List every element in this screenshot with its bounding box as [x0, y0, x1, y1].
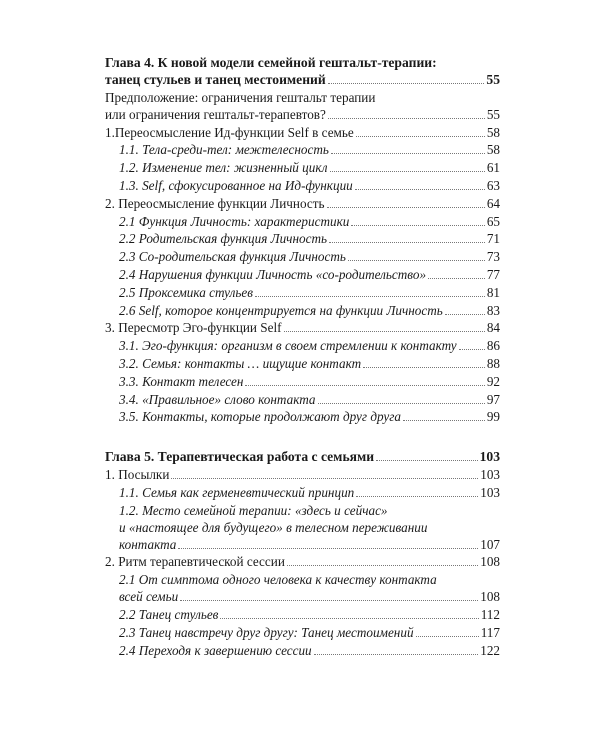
toc-entry-text: 2.4 Переходя к завершению сессии — [119, 642, 312, 658]
toc-entry — [105, 391, 500, 408]
toc-entry-page: 58 — [486, 142, 500, 158]
dot-leader — [428, 278, 485, 279]
toc-entry-text-line: Предположение: ограничения гештальт терапии — [105, 89, 376, 105]
toc-entry-text: 1.1. Тела-среди-тел: межтелесность — [119, 142, 329, 158]
dot-leader — [329, 242, 485, 243]
toc-entry-page: 84 — [486, 320, 500, 336]
toc-entry-page: 77 — [486, 266, 500, 282]
toc-entry-page: 73 — [486, 249, 500, 265]
toc-entry-text-line: и «настоящее для будущего» в телесном переживании — [119, 519, 428, 535]
toc-entry-page: 117 — [480, 624, 500, 640]
toc-entry — [105, 230, 500, 247]
toc-entry-text: 2. Переосмысление функции Личность — [105, 195, 325, 211]
dot-leader — [376, 460, 478, 461]
chapter-4-title-line2: танец стульев и танец местоимений — [105, 72, 326, 87]
toc-entry — [105, 624, 500, 641]
dot-leader — [351, 225, 484, 226]
toc-entry-page: 64 — [486, 195, 500, 211]
toc-entry — [105, 373, 500, 390]
spacer — [105, 426, 500, 448]
toc-entry-text: контакта — [119, 536, 177, 552]
toc-entry-page: 108 — [480, 554, 500, 570]
toc-entry-text: или ограничения гештальт-терапевтов? — [105, 106, 326, 122]
toc-entry — [105, 89, 500, 123]
toc-entry-text: 2. Ритм терапевтической сессии — [105, 554, 285, 570]
dot-leader — [318, 403, 485, 404]
toc-entry-page: 97 — [486, 391, 500, 407]
toc-entry — [105, 606, 500, 623]
toc-entry-page: 103 — [480, 484, 500, 500]
toc-entry-text-line: 1.2. Место семейной терапии: «здесь и сейчас» — [119, 502, 388, 518]
dot-leader — [180, 600, 478, 601]
toc-entry — [105, 213, 500, 230]
toc-entry-page: 81 — [486, 284, 500, 300]
dot-leader — [355, 189, 485, 190]
toc-entry-page: 99 — [486, 409, 500, 425]
toc-entry-text: 2.1 Функция Личность: характеристики — [119, 213, 350, 229]
toc-entry-page: 61 — [486, 160, 500, 176]
toc-entry-text: 3. Пересмотр Эго-функции Self — [105, 320, 282, 336]
dot-leader — [363, 367, 485, 368]
dot-leader — [284, 331, 485, 332]
chapter-4-page: 55 — [486, 72, 500, 87]
toc-entry-text: 3.5. Контакты, которые продолжают друг друга — [119, 409, 402, 425]
dot-leader — [314, 654, 479, 655]
toc-entry-page: 122 — [480, 642, 500, 658]
toc-entry — [105, 355, 500, 372]
toc-entry-text: 1.2. Изменение тел: жизненный цикл — [119, 160, 328, 176]
toc-entry-text: 2.3 Со-родительская функция Личность — [119, 249, 346, 265]
chapter-4-entries — [105, 89, 500, 426]
table-of-contents — [105, 54, 500, 659]
dot-leader — [330, 171, 485, 172]
toc-entry — [105, 642, 500, 659]
toc-entry — [105, 248, 500, 265]
toc-entry — [105, 466, 500, 483]
dot-leader — [356, 136, 485, 137]
toc-entry-text: 1.1. Семья как герменевтический принцип — [119, 484, 355, 500]
toc-entry-text: 1. Посылки — [105, 466, 170, 482]
dot-leader — [328, 83, 485, 84]
toc-entry — [105, 302, 500, 319]
chapter-4-title-line1: Глава 4. К новой модели семейной гештальт-терапии: — [105, 55, 437, 70]
toc-entry — [105, 484, 500, 501]
dot-leader — [287, 565, 478, 566]
toc-entry-page: 63 — [486, 177, 500, 193]
dot-leader — [348, 260, 485, 261]
dot-leader — [416, 636, 479, 637]
toc-entry-page: 107 — [480, 536, 500, 552]
dot-leader — [245, 385, 484, 386]
toc-entry-text: 2.2 Танец стульев — [119, 606, 219, 622]
toc-entry-text: 3.2. Семья: контакты … ищущие контакт — [119, 355, 362, 371]
toc-entry — [105, 177, 500, 194]
toc-entry-page: 88 — [486, 355, 500, 371]
toc-entry — [105, 502, 500, 553]
toc-entry-text-line: 2.1 От симптома одного человека к качеству контакта — [119, 572, 437, 588]
chapter-5-heading — [105, 448, 500, 465]
toc-entry-text: 2.2 Родительская функция Личность — [119, 231, 327, 247]
toc-entry — [105, 266, 500, 283]
chapter-5-entries — [105, 466, 500, 659]
toc-entry — [105, 553, 500, 570]
dot-leader — [459, 349, 485, 350]
toc-entry-text: 2.3 Танец навстречу друг другу: Танец местоимений — [119, 624, 414, 640]
toc-entry-text: 1.3. Self, сфокусированное на Ид-функции — [119, 177, 353, 193]
toc-entry-text: всей семьи — [119, 589, 179, 605]
toc-entry-text: 2.6 Self, которое концентрируется на функции Личность — [119, 302, 443, 318]
toc-entry-text: 3.4. «Правильное» слово контакта — [119, 391, 316, 407]
toc-entry-page: 58 — [486, 124, 500, 140]
toc-entry — [105, 159, 500, 176]
toc-entry-page: 86 — [486, 338, 500, 354]
toc-entry — [105, 124, 500, 141]
toc-entry — [105, 408, 500, 425]
toc-entry-text: 3.3. Контакт телесен — [119, 373, 244, 389]
toc-entry-text: 2.4 Нарушения функции Личность «со-родительство» — [119, 266, 427, 282]
toc-entry-page: 55 — [486, 106, 500, 122]
toc-entry — [105, 141, 500, 158]
toc-entry-page: 108 — [480, 589, 500, 605]
dot-leader — [328, 118, 485, 119]
dot-leader — [178, 548, 478, 549]
dot-leader — [356, 496, 478, 497]
dot-leader — [403, 420, 485, 421]
dot-leader — [255, 296, 485, 297]
toc-entry — [105, 337, 500, 354]
toc-entry-page: 65 — [486, 213, 500, 229]
toc-entry — [105, 284, 500, 301]
chapter-5-page: 103 — [479, 449, 500, 465]
toc-entry-text: 2.5 Проксемика стульев — [119, 284, 253, 300]
dot-leader — [220, 618, 478, 619]
toc-entry-page: 92 — [486, 373, 500, 389]
chapter-4-heading — [105, 54, 500, 88]
toc-entry-text: 1.Переосмысление Ид-функции Self в семье — [105, 124, 354, 140]
toc-entry-page: 83 — [486, 302, 500, 318]
dot-leader — [445, 314, 485, 315]
toc-entry-page: 112 — [480, 606, 500, 622]
dot-leader — [171, 478, 478, 479]
toc-entry-page: 71 — [486, 231, 500, 247]
toc-entry-page: 103 — [480, 466, 500, 482]
toc-entry-text: 3.1. Эго-функция: организм в своем стремлении к контакту — [119, 338, 457, 354]
toc-entry — [105, 571, 500, 605]
toc-entry — [105, 195, 500, 212]
chapter-5-title: Глава 5. Терапевтическая работа с семьями — [105, 449, 375, 465]
dot-leader — [327, 207, 485, 208]
toc-entry — [105, 319, 500, 336]
dot-leader — [331, 153, 485, 154]
